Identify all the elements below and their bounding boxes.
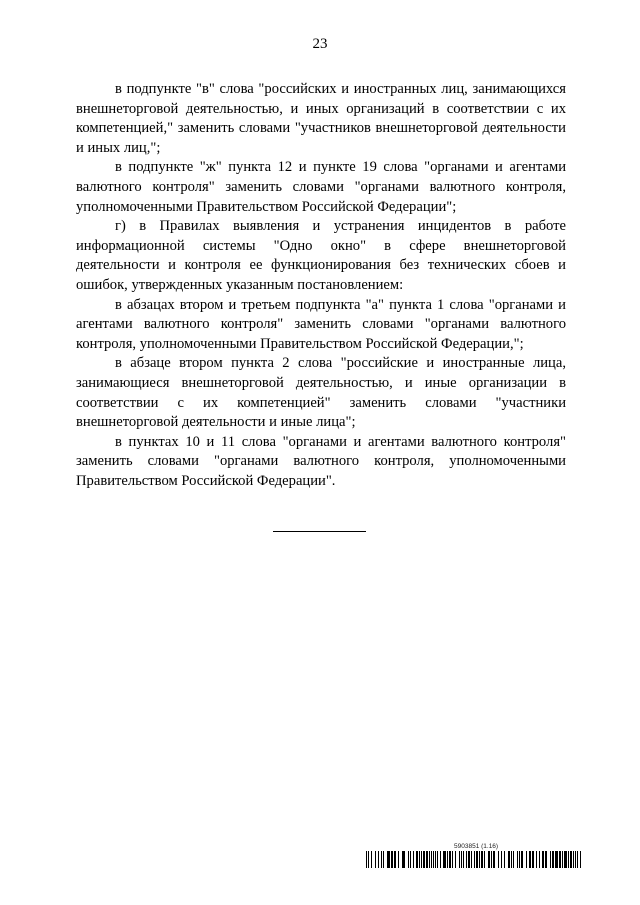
document-body xyxy=(76,80,566,491)
barcode-bar xyxy=(545,851,547,868)
barcode-bar xyxy=(488,851,490,868)
barcode-caption: 5903851 (1.16) xyxy=(454,843,499,850)
barcode-bar xyxy=(459,851,460,868)
barcode-bar xyxy=(387,851,390,868)
barcode-bar xyxy=(371,851,372,868)
paragraph: г) в Правилах выявления и устранения инцидентов в работе информационной системы "Одно окно" в сфере внешнеторговой деятельности и контроля ее функционирования без технических сбоев и ошибок, утвержденных указанным постановлением: xyxy=(76,218,566,293)
barcode-bar xyxy=(532,851,534,868)
barcode-bar xyxy=(573,851,574,868)
barcode-bar xyxy=(536,851,537,868)
barcode-bar xyxy=(577,851,578,868)
barcode-bar xyxy=(519,851,520,868)
barcode-bar xyxy=(517,851,518,868)
barcode-bar xyxy=(484,851,485,868)
page-number: 23 xyxy=(312,36,328,52)
barcode-bar xyxy=(479,851,480,868)
barcode-bar xyxy=(402,851,405,868)
barcode-bar xyxy=(383,851,384,868)
barcode-bar xyxy=(440,851,441,868)
barcode-bar xyxy=(421,851,422,868)
barcode-bar xyxy=(498,851,499,868)
paragraph: в абзаце втором пункта 2 слова "российские и иностранные лица, занимающиеся внешнеторговой деятельностью, и иные организации в соответствии с их компетенцией" заменить словами "участники внешнеторговой деятельности и иные лица"; xyxy=(76,355,566,431)
barcode-bar xyxy=(501,851,502,868)
barcode-bar xyxy=(429,851,430,868)
barcode-bar xyxy=(550,851,551,868)
paragraph: в абзацах втором и третьем подпункта "а" пункта 1 слова "органами и агентами валютного контроля" заменить словами "органами валютного контроля, уполномоченными Правительством Российской Федерации,"; xyxy=(76,296,566,352)
barcode-bar xyxy=(408,851,409,868)
barcode-bar xyxy=(375,851,376,868)
end-separator-line xyxy=(273,531,366,532)
barcode-bar xyxy=(539,851,540,868)
barcode-bar xyxy=(416,851,418,868)
barcode-bar xyxy=(423,851,425,868)
barcode-bar xyxy=(431,851,432,868)
barcode-bar xyxy=(568,851,569,868)
paragraph: в пунктах 10 и 11 слова "органами и агентами валютного контроля" заменить словами "органами валютного контроля, уполномоченными Правительством Российской Федерации". xyxy=(76,433,566,489)
barcode-bar xyxy=(366,851,367,868)
barcode-bar xyxy=(447,851,448,868)
barcode-bar xyxy=(570,851,572,868)
barcode-bar xyxy=(419,851,420,868)
barcode-bar xyxy=(476,851,478,868)
barcode-bar xyxy=(391,851,393,868)
barcode-bar xyxy=(468,851,470,868)
barcode-bar xyxy=(555,851,558,868)
barcode-bar xyxy=(521,851,523,868)
barcode-bar xyxy=(437,851,438,868)
barcode-bar xyxy=(455,851,456,868)
barcode-bar xyxy=(493,851,495,868)
barcode-bar xyxy=(580,851,581,868)
barcode-bar xyxy=(575,851,576,868)
barcode-bar xyxy=(449,851,451,868)
paragraph: в подпункте "в" слова "российских и иностранных лиц, занимающихся внешнеторговой деятельностью, и иных организаций в соответствии с их компетенцией," заменить словами "участников внешнеторговой деятельности и иных лиц,"; xyxy=(76,81,566,156)
barcode-bar xyxy=(461,851,462,868)
barcode-bar xyxy=(481,851,483,868)
barcode-bar xyxy=(413,851,414,868)
barcode-bar xyxy=(433,851,434,868)
barcode-bar xyxy=(508,851,510,868)
barcode-bar xyxy=(368,851,369,868)
barcode-bar xyxy=(471,851,472,868)
barcode-bar xyxy=(511,851,512,868)
barcode-bar xyxy=(394,851,396,868)
barcode-bar xyxy=(443,851,446,868)
barcode-bar xyxy=(463,851,464,868)
barcode-bar xyxy=(552,851,554,868)
barcode-bar xyxy=(526,851,527,868)
barcode-icon xyxy=(366,851,581,868)
barcode-bar xyxy=(529,851,531,868)
barcode-bar xyxy=(466,851,467,868)
barcode-bar xyxy=(426,851,428,868)
barcode-bar xyxy=(559,851,561,868)
barcode-bar xyxy=(562,851,563,868)
barcode-bar xyxy=(435,851,436,868)
barcode-bar xyxy=(398,851,399,868)
barcode-bar xyxy=(378,851,379,868)
barcode-bar xyxy=(504,851,505,868)
paragraph: в подпункте "ж" пункта 12 и пункте 19 слова "органами и агентами валютного контроля" заменить словами "органами валютного контроля, уполномоченными Правительством Российской Федерации"; xyxy=(76,159,566,215)
barcode-bar xyxy=(491,851,492,868)
barcode-bar xyxy=(410,851,411,868)
barcode-bar xyxy=(513,851,514,868)
barcode-bar xyxy=(474,851,475,868)
barcode-bar xyxy=(564,851,567,868)
barcode-bar xyxy=(381,851,382,868)
barcode-bar xyxy=(452,851,453,868)
barcode-bar xyxy=(542,851,544,868)
